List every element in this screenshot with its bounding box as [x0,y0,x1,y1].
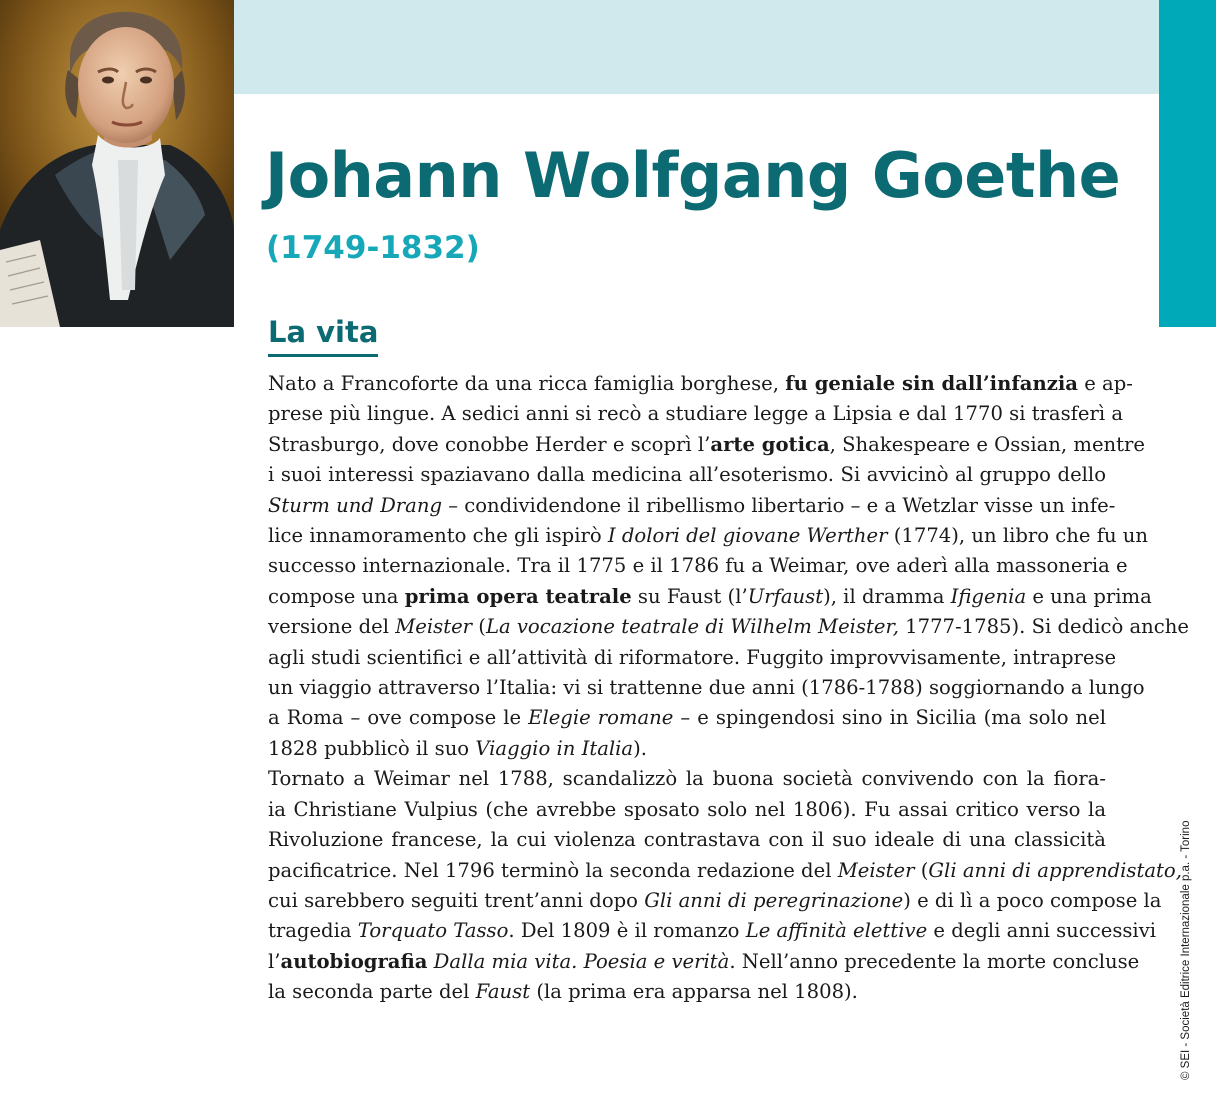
bold-text: fu geniale sin dall’infanzia [785,372,1078,395]
text-run: su Faust (l’ [631,584,748,608]
italic-text: Meister [395,615,473,639]
body-line [268,399,1124,429]
body-line [268,764,1106,794]
italic-text: Gli anni di apprendistato, [928,858,1182,882]
body-line [268,916,1157,946]
text-run: compose una [268,584,405,608]
text-run: ), il dramma [823,584,951,608]
page-title: Johann Wolfgang Goethe [265,139,1121,212]
text-run: la seconda parte del [268,980,476,1004]
text-run: tragedia [268,919,358,943]
text-run: Nato a Francoforte da una ricca famiglia borghese, [268,372,786,395]
bold-text: prima opera teatrale [404,584,632,608]
text-run: un viaggio attraverso l’Italia: vi si trattenne due anni (1786-1788) soggiornando a lungo [268,676,1145,700]
body-line [268,643,1117,673]
italic-text: Urfaust [747,584,824,608]
text-run: (1774), un libro che fu un [887,524,1149,548]
italic-text: Gli anni di peregrinazione [644,888,904,912]
text-run: 1828 pubblicò il suo [268,736,476,760]
text-run: e degli anni successivi [927,919,1157,943]
body-line [268,460,1106,490]
body-line [268,947,1140,977]
body-line [268,521,1149,551]
text-run: lice innamoramento che gli ispirò [268,524,608,548]
text-run: . Nell’anno precedente la morte concluse [729,949,1140,973]
italic-text: La vocazione teatrale di Wilhelm Meister, [485,615,899,639]
italic-text: Viaggio in Italia [475,736,634,760]
text-run: – e spingendosi sino in Sicilia (ma solo nel [673,706,1107,730]
text-run: . Del 1809 è il romanzo [508,919,746,943]
text-run: ia Christiane Vulpius (che avrebbe sposato solo nel 1806). Fu assai critico verso la [268,797,1106,821]
side-accent-bar [1159,0,1216,327]
italic-text: I dolori del giovane Werther [607,524,888,548]
italic-text: Le affinità elettive [745,919,928,943]
text-run: e una prima [1026,584,1152,608]
body-line [268,582,1152,612]
text-run: cui sarebbero seguiti trent’anni dopo [268,888,645,912]
italic-text: Faust [475,980,531,1004]
goethe-portrait [0,0,234,327]
body-line [268,491,1116,521]
italic-text: Torquato Tasso [357,919,509,943]
text-run: ). [633,736,647,760]
body-line [268,673,1145,703]
body-line [268,856,1182,886]
text-run: e ap- [1077,372,1133,395]
text-run: (la prima era apparsa nel 1808). [530,980,858,1004]
text-run: prese più lingue. A sedici anni si recò a studiare legge a Lipsia e dal 1770 si trasferì a [268,402,1124,426]
body-line [268,551,1128,581]
italic-text: Ifigenia [950,584,1027,608]
body-line [268,795,1106,825]
text-run: – condividendone il ribellismo libertario – e a Wetzlar visse un infe- [442,493,1116,517]
copyright-notice: © SEI - Società Editrice Internazionale p.a. - Torino [1180,820,1192,1080]
body-line [268,369,1133,399]
italic-text: Sturm und Drang [268,493,443,517]
body-line [268,825,1106,855]
section-heading-la-vita: La vita [268,312,378,357]
body-line [268,734,1106,764]
text-run: l’ [268,949,281,973]
body-line [268,977,1106,1007]
bold-text: autobiografia [280,949,428,973]
italic-text: Elegie romane [528,706,674,730]
text-run: ( [472,615,486,639]
text-run: Rivoluzione francese, la cui violenza contrastava con il suo ideale di una classicità [268,828,1106,852]
body-line [268,430,1146,460]
text-run: Strasburgo, dove conobbe Herder e scoprì l’ [268,432,711,456]
text-run: , Shakespeare e Ossian, mentre [829,432,1146,456]
italic-text: Dalla mia vita. Poesia e verità [433,949,730,973]
portrait-image [0,0,234,327]
text-run: versione del [268,615,396,639]
text-run: ) e di lì a poco compose la [903,888,1162,912]
text-run: i suoi interessi spaziavano dalla medicina all’esoterismo. Si avvicinò al gruppo dello [268,463,1106,487]
text-run: Tornato a Weimar nel 1788, scandalizzò la buona società convivendo con la fiora- [268,767,1106,791]
top-color-band [234,0,1159,94]
text-run: a Roma – ove compose le [268,706,529,730]
body-line [268,886,1162,916]
text-run: agli studi scientifici e all’attività di riformatore. Fuggito improvvisamente, intraprese [268,645,1117,669]
text-run: pacificatrice. Nel 1796 terminò la seconda redazione del [268,858,838,882]
text-run: 1777-1785). Si dedicò anche [898,615,1189,639]
italic-text: Meister [837,858,915,882]
text-run: ( [914,858,929,882]
body-line [268,703,1106,733]
life-dates: (1749-1832) [266,230,480,266]
body-line [268,612,1189,642]
text-run: successo internazionale. Tra il 1775 e il 1786 fu a Weimar, ove aderì alla massoneria e [268,554,1128,578]
bold-text: arte gotica [710,432,830,456]
